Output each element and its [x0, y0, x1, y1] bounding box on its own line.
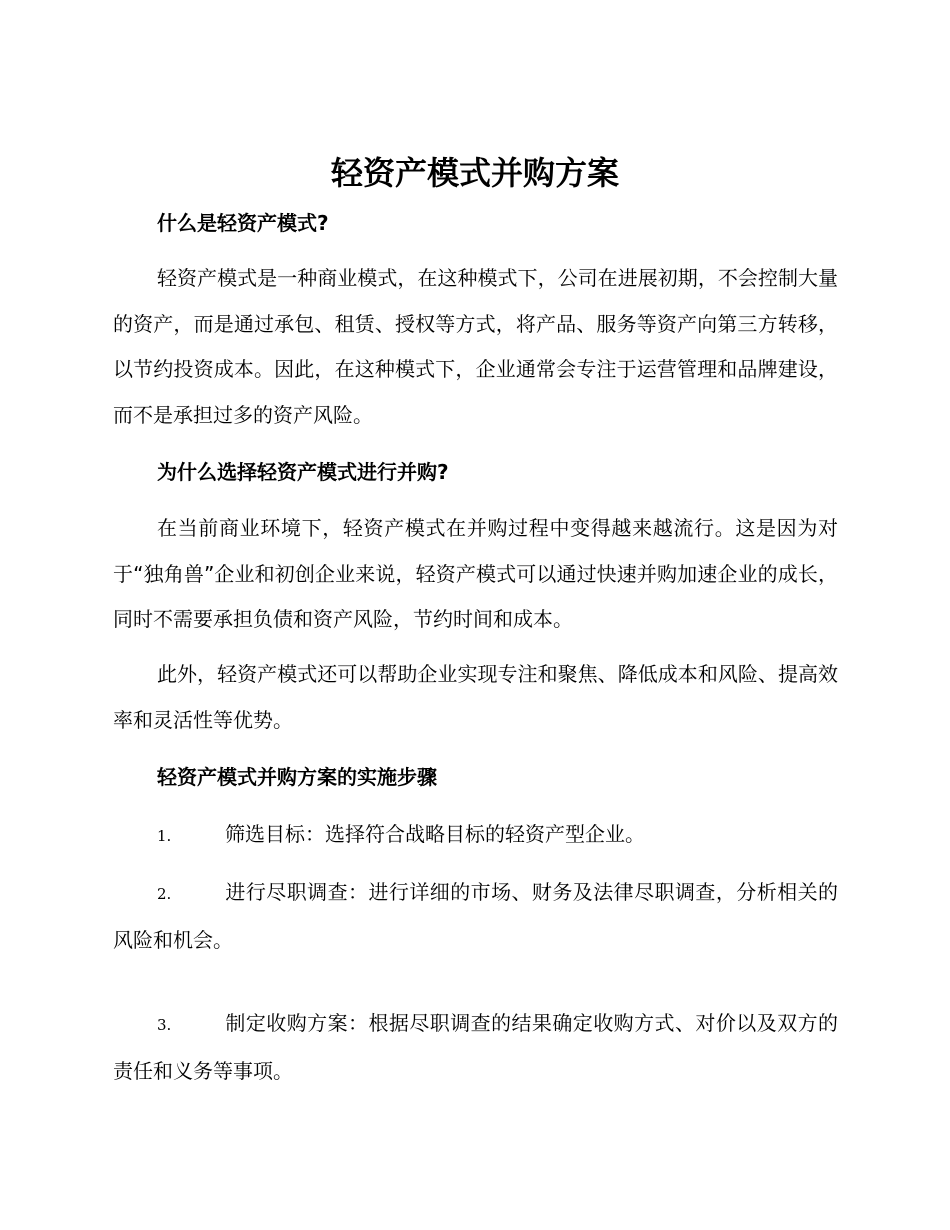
section-heading-what-is: 什么是轻资产模式? [157, 211, 329, 235]
step-text: 进行尽职调查：进行详细的市场、财务及法律尽职调查，分析相关的风险和机会。 [113, 880, 838, 952]
step-item-2 [113, 870, 838, 963]
step-text: 制定收购方案：根据尽职调查的结果确定收购方式、对价以及双方的责任和义务等事项。 [113, 1011, 838, 1083]
step-number: 3. [157, 1016, 172, 1034]
step-item-3 [113, 1001, 838, 1094]
step-number: 1. [157, 827, 172, 845]
step-number: 2. [157, 885, 172, 903]
paragraph-advantages: 此外，轻资产模式还可以帮助企业实现专注和聚焦、降低成本和风险、提高效率和灵活性等优势。 [113, 662, 838, 732]
step-item-1 [113, 812, 838, 860]
paragraph-definition: 轻资产模式是一种商业模式，在这种模式下，公司在进展初期，不会控制大量的资产，而是通过承包、租赁、授权等方式，将产品、服务等资产向第三方转移，以节约投资成本。因此，在这种模式下，企业通常会专注于运营管理和品牌建设，而不是承担过多的资产风险。 [113, 266, 838, 427]
paragraph-reason: 在当前商业环境下，轻资产模式在并购过程中变得越来越流行。这是因为对于“独角兽”企业和初创企业来说，轻资产模式可以通过快速并购加速企业的成长，同时不需要承担负债和资产风险，节约时间和成本。 [113, 516, 838, 631]
step-text: 筛选目标：选择符合战略目标的轻资产型企业。 [225, 822, 645, 846]
document-title: 轻资产模式并购方案 [330, 154, 619, 192]
section-heading-why-choose: 为什么选择轻资产模式进行并购? [157, 460, 449, 484]
section-heading-steps: 轻资产模式并购方案的实施步骤 [157, 765, 437, 789]
